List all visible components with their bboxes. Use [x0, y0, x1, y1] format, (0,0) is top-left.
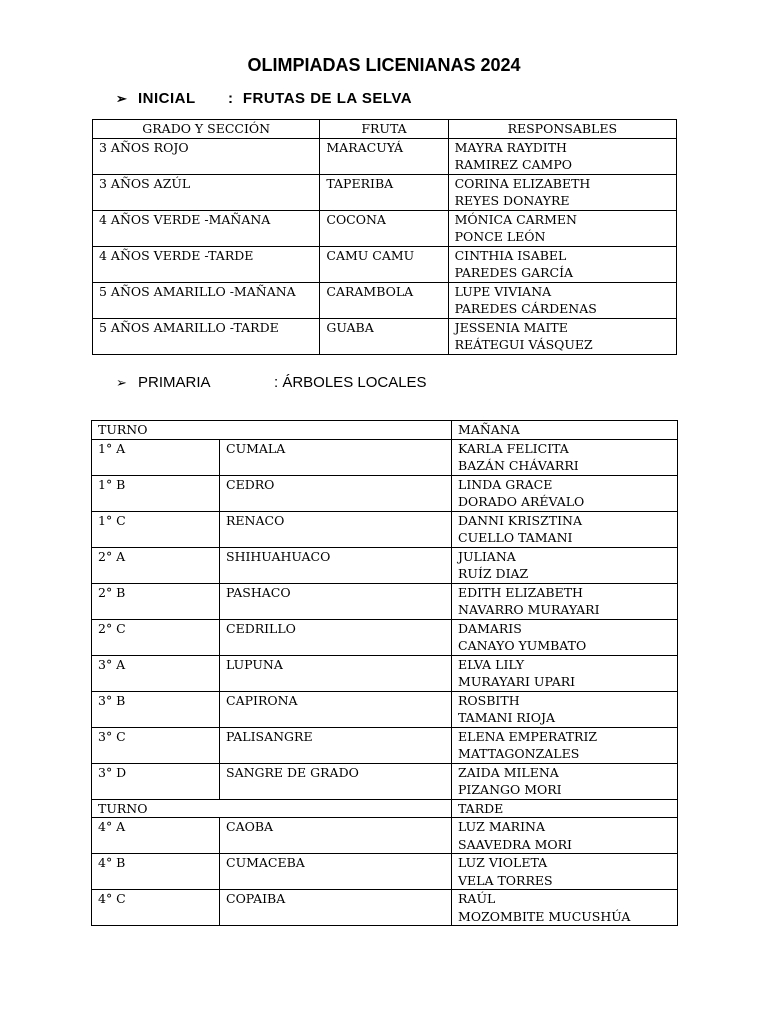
responsable-first-line: LUZ VIOLETA [458, 855, 548, 870]
responsable-first-line: LUPE VIVIANA [454, 283, 552, 299]
grado-cell: 3 AÑOS ROJO [93, 138, 320, 174]
responsable-cell [452, 691, 678, 727]
arbol-cell: CEDRO [220, 475, 452, 511]
responsable-cell [452, 439, 678, 475]
table-row [93, 174, 677, 210]
responsable-second-line: REYES DONAYRE [454, 193, 570, 208]
responsable-first-line: KARLA FELICITA [458, 440, 569, 456]
arrow-bullet-icon: ➢ [116, 91, 128, 106]
table-row [93, 318, 677, 354]
section-heading-primaria [116, 374, 427, 391]
grado-cell: 4° A [92, 818, 220, 854]
table-row [92, 511, 678, 547]
responsable-first-line: ZAIDA MILENA [458, 764, 559, 780]
responsable-second-line: REÁTEGUI VÁSQUEZ [454, 337, 593, 352]
responsable-second-line: CUELLO TAMANI [458, 530, 573, 545]
table-row [93, 210, 677, 246]
responsable-cell [448, 210, 676, 246]
arbol-cell: LUPUNA [220, 655, 452, 691]
responsable-first-line: EDITH ELIZABETH [458, 584, 583, 600]
responsable-second-line: MOZOMBITE MUCUSHÚA [458, 908, 631, 924]
responsable-second-line: SAAVEDRA MORI [458, 836, 572, 852]
grado-cell: 3° C [92, 727, 220, 763]
responsable-first-line: DANNI KRISZTINA [458, 512, 583, 528]
arbol-cell: SHIHUAHUACO [220, 547, 452, 583]
table-row [92, 691, 678, 727]
turno-value: TARDE [452, 799, 678, 818]
responsable-second-line: PONCE LEÓN [454, 229, 546, 244]
grado-cell: 1° B [92, 475, 220, 511]
grado-cell: 5 AÑOS AMARILLO -TARDE [93, 318, 320, 354]
responsable-second-line: MATTAGONZALES [458, 746, 580, 761]
page-title: OLIMPIADAS LICENIANAS 2024 [247, 55, 521, 75]
table-row [92, 890, 678, 926]
responsable-cell [452, 511, 678, 547]
responsable-second-line: CANAYO YUMBATO [458, 638, 587, 653]
responsable-cell [452, 547, 678, 583]
responsable-first-line: ROSBITH [458, 692, 520, 708]
grado-cell: 4 AÑOS VERDE -MAÑANA [93, 210, 320, 246]
fruta-cell: GUABA [320, 318, 448, 354]
turno-row [92, 799, 678, 818]
responsable-first-line: JULIANA [458, 548, 516, 564]
inicial-table [92, 119, 677, 355]
arbol-cell: CUMALA [220, 439, 452, 475]
grado-cell: 4 AÑOS VERDE -TARDE [93, 246, 320, 282]
responsable-second-line: RUÍZ DIAZ [458, 566, 529, 581]
table-row [93, 246, 677, 282]
responsable-second-line: RAMIREZ CAMPO [454, 157, 573, 172]
grado-cell: 4° B [92, 854, 220, 890]
fruta-cell: COCONA [320, 210, 448, 246]
turno-label: TURNO [92, 421, 452, 440]
section-value: : ÁRBOLES LOCALES [274, 374, 427, 391]
responsable-cell [452, 619, 678, 655]
table-row [92, 818, 678, 854]
table-row [92, 854, 678, 890]
responsable-second-line: TAMANI RIOJA [458, 710, 556, 725]
responsable-cell [452, 583, 678, 619]
table-row [92, 655, 678, 691]
table-header-row [93, 120, 677, 139]
arbol-cell: RENACO [220, 511, 452, 547]
responsable-first-line: MAYRA RAYDITH [454, 139, 567, 155]
responsable-second-line: VELA TORRES [458, 872, 553, 888]
table-row [92, 727, 678, 763]
responsable-second-line: PIZANGO MORI [458, 782, 562, 797]
grado-cell: 5 AÑOS AMARILLO -MAÑANA [93, 282, 320, 318]
table-row [92, 763, 678, 799]
responsable-first-line: CINTHIA ISABEL [454, 247, 567, 263]
responsable-first-line: ELENA EMPERATRIZ [458, 728, 598, 744]
responsable-cell [452, 818, 678, 854]
section-label: PRIMARIA [138, 374, 211, 391]
section-label: INICIAL [138, 90, 196, 107]
header-fruta: FRUTA [320, 120, 448, 139]
responsable-cell [452, 655, 678, 691]
primaria-table [91, 420, 678, 926]
header-grado: GRADO Y SECCIÓN [93, 120, 320, 139]
arbol-cell: CAOBA [220, 818, 452, 854]
fruta-cell: TAPERIBA [320, 174, 448, 210]
responsable-cell [448, 174, 676, 210]
table-row [92, 439, 678, 475]
responsable-second-line: BAZÁN CHÁVARRI [458, 458, 579, 473]
table-row [92, 547, 678, 583]
arbol-cell: COPAIBA [220, 890, 452, 926]
responsable-cell [448, 318, 676, 354]
responsable-cell [452, 890, 678, 926]
responsable-first-line: CORINA ELIZABETH [454, 175, 591, 191]
grado-cell: 4° C [92, 890, 220, 926]
responsable-cell [448, 282, 676, 318]
arbol-cell: PASHACO [220, 583, 452, 619]
table-row [92, 619, 678, 655]
arrow-bullet-icon: ➢ [116, 375, 127, 390]
responsable-second-line: PAREDES CÁRDENAS [454, 301, 597, 316]
grado-cell: 3° D [92, 763, 220, 799]
responsable-second-line: MURAYARI UPARI [458, 674, 576, 689]
turno-label: TURNO [92, 799, 452, 818]
section-value: : FRUTAS DE LA SELVA [228, 90, 413, 107]
arbol-cell: CEDRILLO [220, 619, 452, 655]
responsable-cell [448, 138, 676, 174]
responsable-second-line: DORADO ARÉVALO [458, 494, 585, 509]
responsable-cell [452, 475, 678, 511]
grado-cell: 2° C [92, 619, 220, 655]
header-responsables: RESPONSABLES [448, 120, 676, 139]
arbol-cell: CUMACEBA [220, 854, 452, 890]
fruta-cell: CAMU CAMU [320, 246, 448, 282]
responsable-cell [448, 246, 676, 282]
grado-cell: 1° C [92, 511, 220, 547]
responsable-first-line: MÓNICA CARMEN [454, 211, 577, 227]
arbol-cell: CAPIRONA [220, 691, 452, 727]
responsable-first-line: LINDA GRACE [458, 476, 553, 492]
grado-cell: 3° B [92, 691, 220, 727]
turno-row [92, 421, 678, 440]
arbol-cell: PALISANGRE [220, 727, 452, 763]
grado-cell: 2° A [92, 547, 220, 583]
responsable-cell [452, 854, 678, 890]
fruta-cell: CARAMBOLA [320, 282, 448, 318]
turno-value: MAÑANA [452, 421, 678, 440]
table-row [92, 475, 678, 511]
arbol-cell: SANGRE DE GRADO [220, 763, 452, 799]
responsable-cell [452, 727, 678, 763]
grado-cell: 3° A [92, 655, 220, 691]
responsable-first-line: RAÚL [458, 891, 496, 906]
section-heading-inicial [116, 90, 412, 107]
grado-cell: 2° B [92, 583, 220, 619]
table-row [93, 282, 677, 318]
responsable-second-line: NAVARRO MURAYARI [458, 602, 600, 617]
table-row [92, 583, 678, 619]
responsable-first-line: LUZ MARINA [458, 819, 545, 834]
responsable-first-line: JESSENIA MAITE [454, 319, 568, 335]
grado-cell: 3 AÑOS AZÚL [93, 174, 320, 210]
responsable-cell [452, 763, 678, 799]
fruta-cell: MARACUYÁ [320, 138, 448, 174]
table-row [93, 138, 677, 174]
responsable-first-line: ELVA LILY [458, 656, 525, 672]
grado-cell: 1° A [92, 439, 220, 475]
responsable-first-line: DAMARIS [458, 620, 522, 636]
responsable-second-line: PAREDES GARCÍA [454, 265, 574, 280]
